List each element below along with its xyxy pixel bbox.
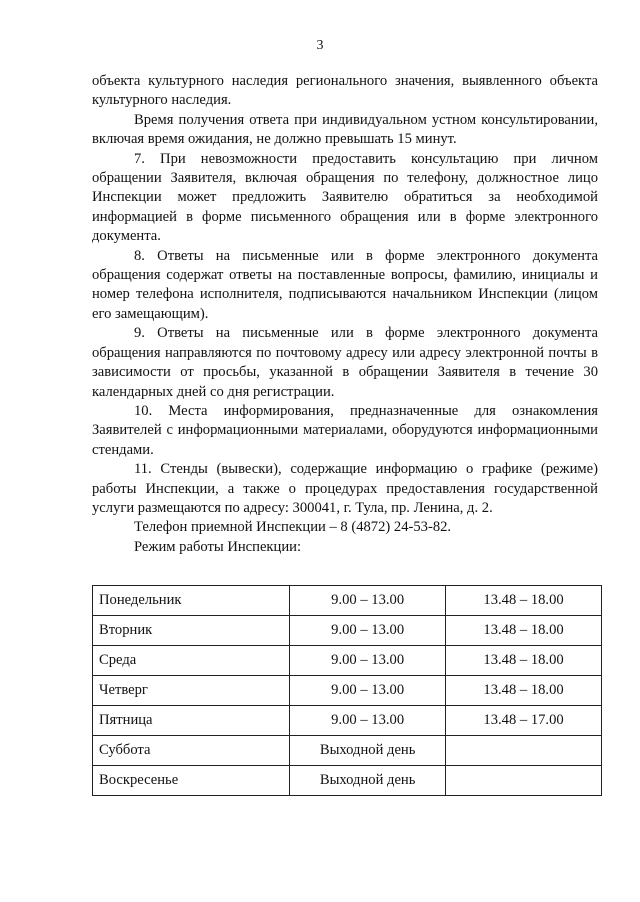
paragraph-phone: Телефон приемной Инспекции – 8 (4872) 24-53-82. [134,519,452,536]
schedule-afternoon [446,766,602,796]
table-row [93,616,602,646]
table-row [93,766,602,796]
schedule-day: Воскресенье [93,766,290,796]
paragraph-item-7: 7. При невозможности предоставить консультацию при личном обращении Заявителя, включая обращения по телефону, должностное лицо Инспекции может предложить Заявителю обратиться за необходимой информацией в форме письменного обращения или в форме электронного документа. [92,150,598,245]
schedule-day: Пятница [93,706,290,736]
schedule-day: Вторник [93,616,290,646]
table-row [93,676,602,706]
paragraph-schedule-heading: Режим работы Инспекции: [134,538,302,555]
schedule-afternoon: 13.48 – 18.00 [446,586,602,616]
page-number: 3 [316,38,324,53]
body-text [92,72,598,557]
paragraph-consult-time: Время получения ответа при индивидуальном устном консультировании, включая время ожидания, не должно превышать 15 минут. [92,111,598,148]
schedule-day: Суббота [93,736,290,766]
schedule-day: Понедельник [93,586,290,616]
schedule-afternoon: 13.48 – 18.00 [446,646,602,676]
schedule-morning: 9.00 – 13.00 [290,706,446,736]
schedule-afternoon: 13.48 – 17.00 [446,706,602,736]
schedule-morning: 9.00 – 13.00 [290,646,446,676]
schedule-afternoon: 13.48 – 18.00 [446,616,602,646]
paragraph-item-10: 10. Места информирования, предназначенные для ознакомления Заявителей с информационными материалами, оборудуются информационными стендами. [92,402,598,458]
table-row [93,586,602,616]
schedule-afternoon: 13.48 – 18.00 [446,676,602,706]
paragraph-item-11: 11. Стенды (вывески), содержащие информацию о графике (режиме) работы Инспекции, а также о процедурах предоставления государственной услуги размещаются по адресу: 300041, г. Тула, пр. Ленина, д. 2. [92,461,598,516]
table-row [93,706,602,736]
schedule-day: Среда [93,646,290,676]
schedule-day: Четверг [93,676,290,706]
table-row [93,736,602,766]
table-row [93,646,602,676]
paragraph-heritage-end: объекта культурного наследия регионального значения, выявленного объекта культурного наследия. [92,73,598,109]
schedule-morning: Выходной день [290,766,446,796]
schedule-morning: 9.00 – 13.00 [290,586,446,616]
schedule-morning: 9.00 – 13.00 [290,616,446,646]
paragraph-item-9: 9. Ответы на письменные или в форме электронного документа обращения направляются по почтовому адресу или адресу электронной почты в зависимости от просьбы, указанной в обращении Заявителя в течение 30 календарных дней со дня регистрации. [92,325,598,400]
schedule-afternoon [446,736,602,766]
schedule-morning: Выходной день [290,736,446,766]
schedule-morning: 9.00 – 13.00 [290,676,446,706]
work-schedule-table [92,585,602,796]
paragraph-item-8: 8. Ответы на письменные или в форме электронного документа обращения содержат ответы на поставленные вопросы, фамилию, инициалы и номер телефона исполнителя, подписываются начальником Инспекции (лицом его замещающим). [92,247,598,322]
